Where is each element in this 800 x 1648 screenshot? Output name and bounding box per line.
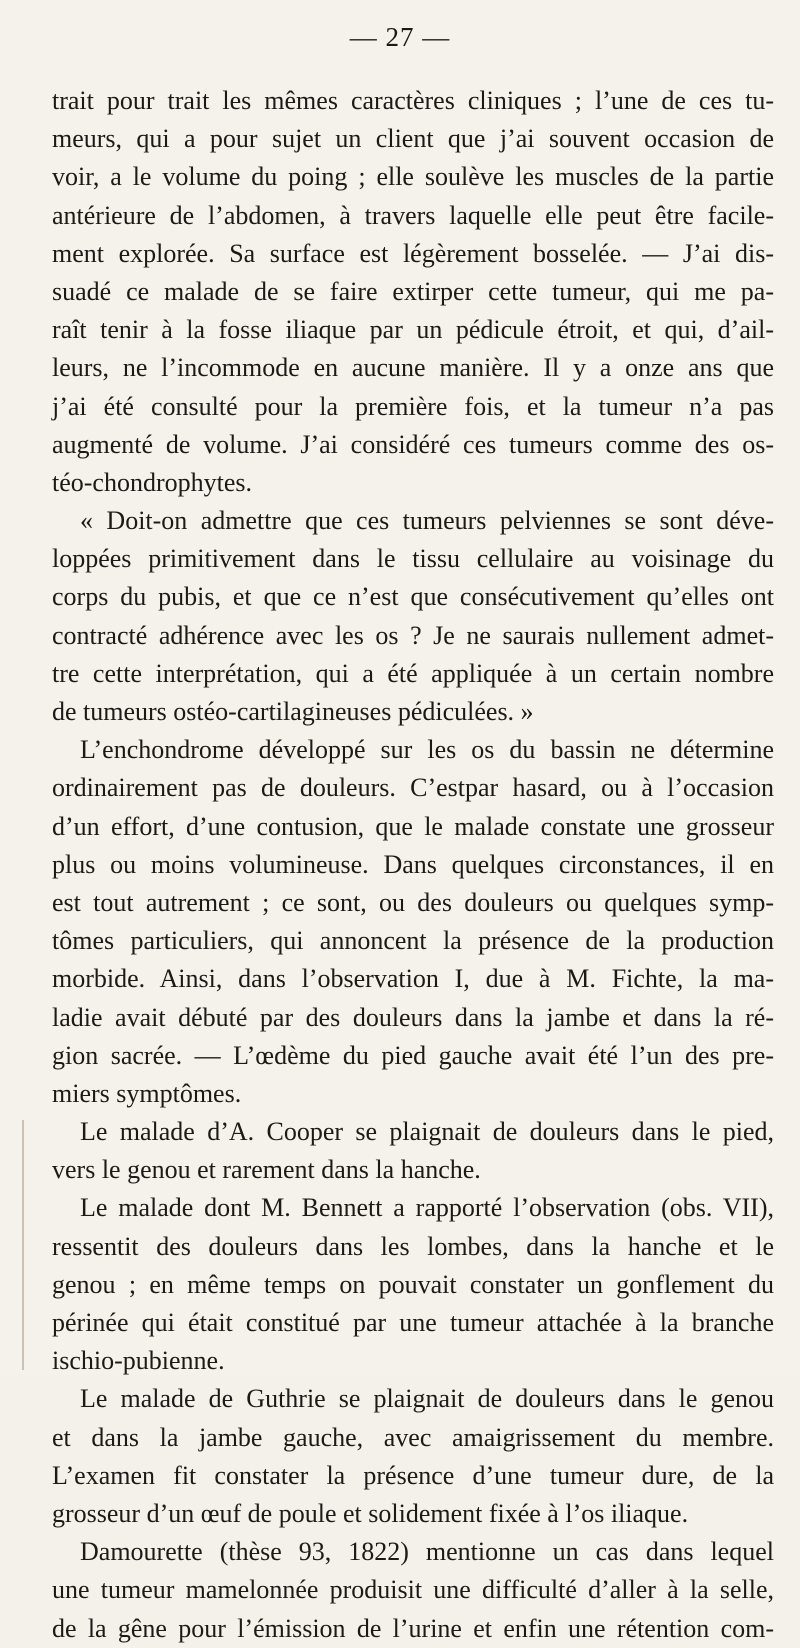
text-line: d’un effort, d’une contusion, que le malade constate une grosseur: [52, 811, 774, 841]
text-line: ment explorée. Sa surface est légèrement bosselée. — J’ai dis-: [52, 238, 774, 268]
text-line: meurs, qui a pour sujet un client que j’ai souvent occasion de: [52, 124, 774, 154]
text-line: téo-chondrophytes.: [52, 467, 253, 497]
text-line: morbide. Ainsi, dans l’observation I, due à M. Fichte, la ma-: [52, 964, 774, 994]
text-line: Le malade d’A. Cooper se plaignait de douleurs dans le pied,: [80, 1117, 774, 1147]
text-line: et dans la jambe gauche, avec amaigrissement du membre.: [52, 1422, 774, 1452]
text-line: L’enchondrome développé sur les os du bassin ne détermine: [80, 735, 774, 765]
text-line: suadé ce malade de se faire extirper cette tumeur, qui me pa-: [52, 276, 774, 306]
text-line: raît tenir à la fosse iliaque par un pédicule étroit, et qui, d’ail-: [52, 315, 774, 345]
text-line: voir, a le volume du poing ; elle soulève les muscles de la partie: [52, 162, 774, 192]
text-line: ordinairement pas de douleurs. C’estpar hasard, ou à l’occasion: [52, 773, 774, 803]
text-line: tômes particuliers, qui annoncent la présence de la production: [52, 926, 774, 956]
page-edge-shadow: [22, 1120, 24, 1370]
text-line: de tumeurs ostéo-cartilagineuses pédiculées. »: [52, 697, 534, 726]
text-line: grosseur d’un œuf de poule et solidement fixée à l’os iliaque.: [52, 1498, 689, 1528]
text-line: tre cette interprétation, qui a été appliquée à un certain nombre: [52, 658, 774, 688]
page-number: — 27 —: [349, 22, 451, 52]
text-line: genou ; en même temps on pouvait constater un gonflement du: [52, 1269, 774, 1299]
text-line: ladie avait débuté par des douleurs dans la jambe et dans la ré-: [52, 1002, 774, 1032]
text-line: miers symptômes.: [52, 1078, 242, 1108]
text-line: gion sacrée. — L’œdème du pied gauche avait été l’un des pre-: [52, 1040, 774, 1070]
text-line: plus ou moins volumineuse. Dans quelques circonstances, il en: [52, 849, 774, 879]
text-line: périnée qui était constitué par une tumeur attachée à la branche: [52, 1308, 774, 1337]
text-line: leurs, ne l’incommode en aucune manière. Il y a onze ans que: [52, 353, 774, 383]
text-line: « Doit-on admettre que ces tumeurs pelviennes se sont déve-: [80, 506, 774, 536]
text-line: trait pour trait les mêmes caractères cliniques ; l’une de ces tu-: [52, 86, 774, 115]
text-line: augmenté de volume. J’ai considéré ces tumeurs comme des os-: [52, 429, 774, 459]
text-line: Damourette (thèse 93, 1822) mentionne un cas dans lequel: [80, 1537, 774, 1567]
text-line: Le malade dont M. Bennett a rapporté l’observation (obs. VII),: [80, 1193, 774, 1223]
text-line: L’examen fit constater la présence d’une tumeur dure, de la: [52, 1460, 774, 1490]
text-line: antérieure de l’abdomen, à travers laquelle elle peut être facile-: [52, 200, 774, 230]
text-line: une tumeur mamelonnée produisit une difficulté d’aller à la selle,: [52, 1575, 774, 1605]
text-line: ressentit des douleurs dans les lombes, dans la hanche et le: [52, 1231, 774, 1261]
text-line: j’ai été consulté pour la première fois, et la tumeur n’a pas: [52, 391, 774, 421]
body-text: [52, 82, 774, 1648]
text-line: contracté adhérence avec les os ? Je ne saurais nullement admet-: [52, 620, 774, 650]
text-line: est tout autrement ; ce sont, ou des douleurs ou quelques symp-: [52, 887, 774, 917]
text-line: de la gêne pour l’émission de l’urine et enfin une rétention com-: [52, 1613, 774, 1643]
text-line: corps du pubis, et que ce n’est que consécutivement qu’elles ont: [52, 582, 774, 612]
text-line: Le malade de Guthrie se plaignait de douleurs dans le genou: [80, 1384, 774, 1414]
text-line: ischio-pubienne.: [52, 1346, 225, 1376]
text-line: vers le genou et rarement dans la hanche.: [52, 1155, 481, 1185]
text-line: loppées primitivement dans le tissu cellulaire au voisinage du: [52, 544, 774, 574]
